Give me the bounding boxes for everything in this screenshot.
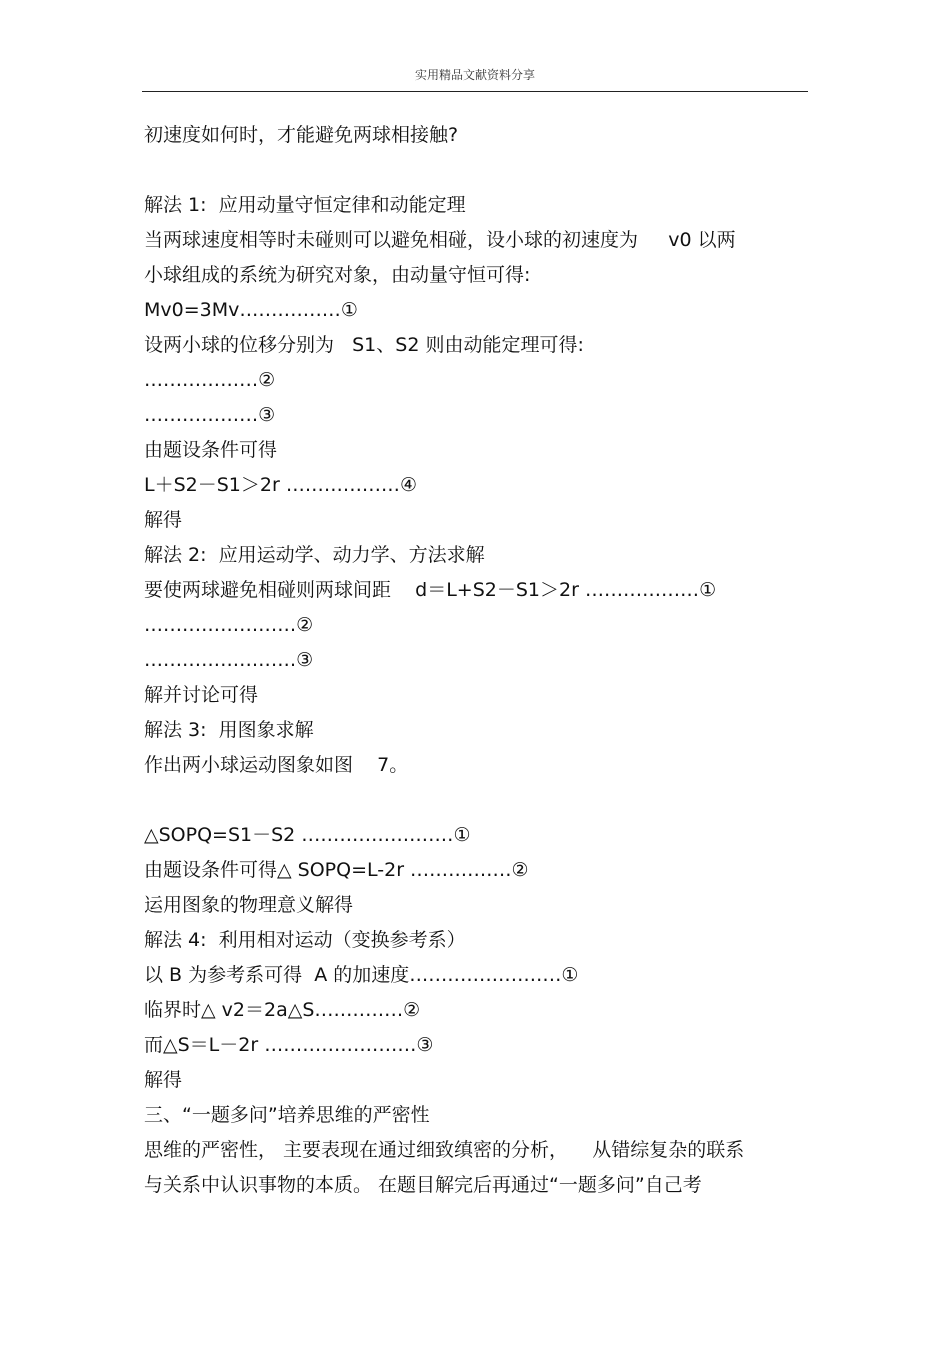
text-line: 当两球速度相等时未碰则可以避免相碰，设小球的初速度为 v0 以两 xyxy=(144,229,736,251)
text-line: 以 B 为参考系可得 A 的加速度‥‥‥‥‥‥‥‥‥‥‥‥① xyxy=(144,964,579,986)
text-line: 解并讨论可得 xyxy=(144,684,259,706)
text-line: ‥‥‥‥‥‥‥‥‥‥‥‥③ xyxy=(144,649,314,671)
text-line: L＋S2－S1＞2r ‥‥‥‥‥‥‥‥‥④ xyxy=(144,474,417,496)
text-line: 初速度如何时，才能避免两球相接触? xyxy=(144,124,459,146)
text-line: 要使两球避免相碰则两球间距 d＝L+S2－S1＞2r ‥‥‥‥‥‥‥‥‥① xyxy=(144,579,717,601)
text-line: 而△S＝L－2r ‥‥‥‥‥‥‥‥‥‥‥‥③ xyxy=(144,1034,434,1056)
text-line: 由题设条件可得 xyxy=(144,439,278,461)
text-line: ‥‥‥‥‥‥‥‥‥② xyxy=(144,369,276,391)
text-line: 解得 xyxy=(144,509,183,531)
text-line: 小球组成的系统为研究对象，由动量守恒可得: xyxy=(144,264,531,286)
header-divider xyxy=(142,91,808,92)
text-line: 设两小球的位移分别为 S1、S2 则由动能定理可得: xyxy=(144,334,584,356)
blank-line xyxy=(144,153,808,188)
text-line: 思维的严密性， 主要表现在通过细致缜密的分析， 从错综复杂的联系 xyxy=(144,1139,745,1161)
text-line: Mv0=3Mv‥‥‥‥‥‥‥‥① xyxy=(144,299,358,321)
text-line: 解法 1: 应用动量守恒定律和动能定理 xyxy=(144,194,466,216)
text-line: 解得 xyxy=(144,1069,183,1091)
text-line: 作出两小球运动图象如图 7。 xyxy=(144,754,409,776)
section-heading: 三、“一题多问”培养思维的严密性 xyxy=(144,1104,430,1126)
text-line: 解法 2: 应用运动学、动力学、方法求解 xyxy=(144,544,485,566)
text-line: ‥‥‥‥‥‥‥‥‥③ xyxy=(144,404,276,426)
text-line: 运用图象的物理意义解得 xyxy=(144,894,354,916)
blank-line xyxy=(144,783,808,818)
text-line: 与关系中认识事物的本质。 在题目解完后再通过“一题多问”自己考 xyxy=(144,1174,702,1196)
document-body xyxy=(144,118,808,1203)
text-line: 临界时△ v2＝2a△S‥‥‥‥‥‥‥② xyxy=(144,999,421,1021)
page-header: 实用精品文献资料分享 xyxy=(414,68,535,82)
text-line: 解法 3: 用图象求解 xyxy=(144,719,314,741)
text-line: △SOPQ=S1－S2 ‥‥‥‥‥‥‥‥‥‥‥‥① xyxy=(144,824,471,846)
text-line: 解法 4: 利用相对运动（变换参考系） xyxy=(144,929,466,951)
text-line: ‥‥‥‥‥‥‥‥‥‥‥‥② xyxy=(144,614,314,636)
text-line: 由题设条件可得△ SOPQ=L-2r ‥‥‥‥‥‥‥‥② xyxy=(144,859,529,881)
